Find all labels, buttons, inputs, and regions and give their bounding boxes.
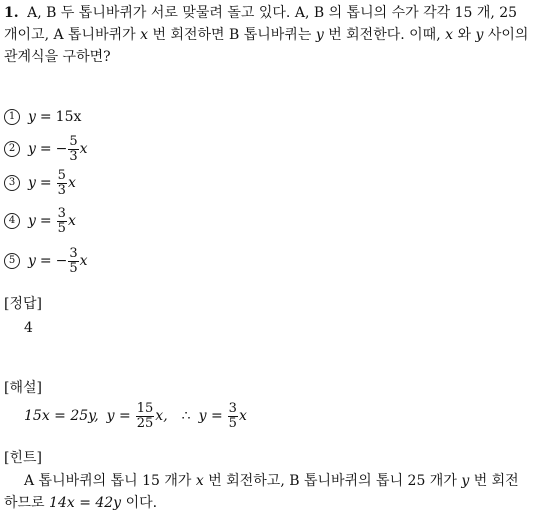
hint-text xyxy=(4,470,532,514)
question-part-b: 번 회전하면 B 톱니바퀴는 xyxy=(152,27,312,43)
fraction-denominator: 5 xyxy=(57,220,66,236)
solution-eq3-var: x xyxy=(238,408,247,424)
hint-part-d: 이다. xyxy=(125,495,158,511)
fraction xyxy=(57,207,67,236)
option-equation xyxy=(28,247,88,276)
variable-y: y xyxy=(475,27,484,43)
fraction xyxy=(136,402,155,431)
fraction-numerator: 3 xyxy=(57,205,66,221)
fraction xyxy=(228,402,238,431)
eq-sign: = xyxy=(39,213,52,229)
option-3[interactable] xyxy=(4,166,76,200)
eq-lhs: y xyxy=(28,213,36,229)
option-marker: 5 xyxy=(4,253,20,269)
hint-label: [힌트] xyxy=(4,450,42,466)
eq-lhs: y xyxy=(28,253,36,269)
fraction-denominator: 3 xyxy=(69,148,78,164)
eq-neg-sign: − xyxy=(55,141,68,157)
eq-variable: x xyxy=(67,175,76,191)
question-number: 1. xyxy=(4,5,19,21)
question-part-e: 사이의 관계식을 구하면? xyxy=(4,27,529,65)
hint-part-b: 번 회전하고, B 톱니바퀴의 톱니 25 개가 xyxy=(208,473,457,489)
variable-x: x xyxy=(445,27,454,43)
question-part-c: 번 회전한다. 이때, xyxy=(328,27,441,43)
fraction-numerator: 3 xyxy=(228,400,237,416)
fraction-denominator: 5 xyxy=(69,260,78,276)
eq-lhs: y xyxy=(28,109,36,125)
option-equation xyxy=(28,207,76,236)
option-marker: 1 xyxy=(4,109,20,125)
eq-sign: = xyxy=(39,253,52,269)
option-1[interactable] xyxy=(4,100,81,134)
variable-x: x xyxy=(140,27,149,43)
eq-lhs: y xyxy=(28,175,36,191)
hint-equation: 14x = 42y xyxy=(49,495,122,511)
option-equation xyxy=(28,109,81,125)
hint-part-c: 번 회전하므로 xyxy=(4,473,519,511)
option-equation xyxy=(28,169,76,198)
option-equation xyxy=(28,135,88,164)
eq-variable: x xyxy=(79,141,88,157)
eq-neg-sign: − xyxy=(55,253,68,269)
solution-equations xyxy=(24,398,247,434)
eq-lhs: y xyxy=(28,141,36,157)
eq-variable: x xyxy=(67,213,76,229)
question-part-a: A, B 두 톱니바퀴가 서로 맞물려 돌고 있다. A, B 의 톱니의 수가 각각 15 개, 25 개이고, A 톱니바퀴가 xyxy=(4,5,518,43)
fraction-denominator: 25 xyxy=(136,415,154,431)
solution-eq2-var: x, xyxy=(155,408,168,424)
option-5[interactable] xyxy=(4,244,88,278)
variable-y: y xyxy=(461,473,470,489)
question-part-d: 와 xyxy=(457,27,471,43)
answer-label: [정답] xyxy=(4,296,42,312)
fraction-denominator: 3 xyxy=(57,182,66,198)
solution-label: [해설] xyxy=(4,380,42,396)
solution-eq3-lhs: y = xyxy=(198,408,223,424)
option-2[interactable] xyxy=(4,132,88,166)
fraction-numerator: 15 xyxy=(136,400,154,416)
variable-x: x xyxy=(195,473,204,489)
variable-y: y xyxy=(315,27,324,43)
fraction xyxy=(57,169,67,198)
fraction-numerator: 5 xyxy=(69,133,78,149)
eq-sign: = xyxy=(39,141,52,157)
option-marker: 3 xyxy=(4,175,20,191)
option-4[interactable] xyxy=(4,204,76,238)
answer-value: 4 xyxy=(24,320,33,336)
option-marker: 4 xyxy=(4,213,20,229)
eq-variable: x xyxy=(79,253,88,269)
eq-sign: = xyxy=(39,109,52,125)
fraction-numerator: 3 xyxy=(69,245,78,261)
solution-eq2-lhs: y = xyxy=(106,408,131,424)
fraction xyxy=(68,247,78,276)
option-marker: 2 xyxy=(4,141,20,157)
fraction-denominator: 5 xyxy=(228,415,237,431)
fraction xyxy=(68,135,78,164)
therefore-symbol: ∴ xyxy=(181,408,191,424)
solution-eq1: 15x = 25y, xyxy=(24,408,99,424)
question-text xyxy=(4,2,532,68)
fraction-numerator: 5 xyxy=(57,167,66,183)
eq-rhs: 15x xyxy=(55,109,82,125)
hint-part-a: A 톱니바퀴의 톱니 15 개가 xyxy=(24,473,192,489)
eq-sign: = xyxy=(39,175,52,191)
